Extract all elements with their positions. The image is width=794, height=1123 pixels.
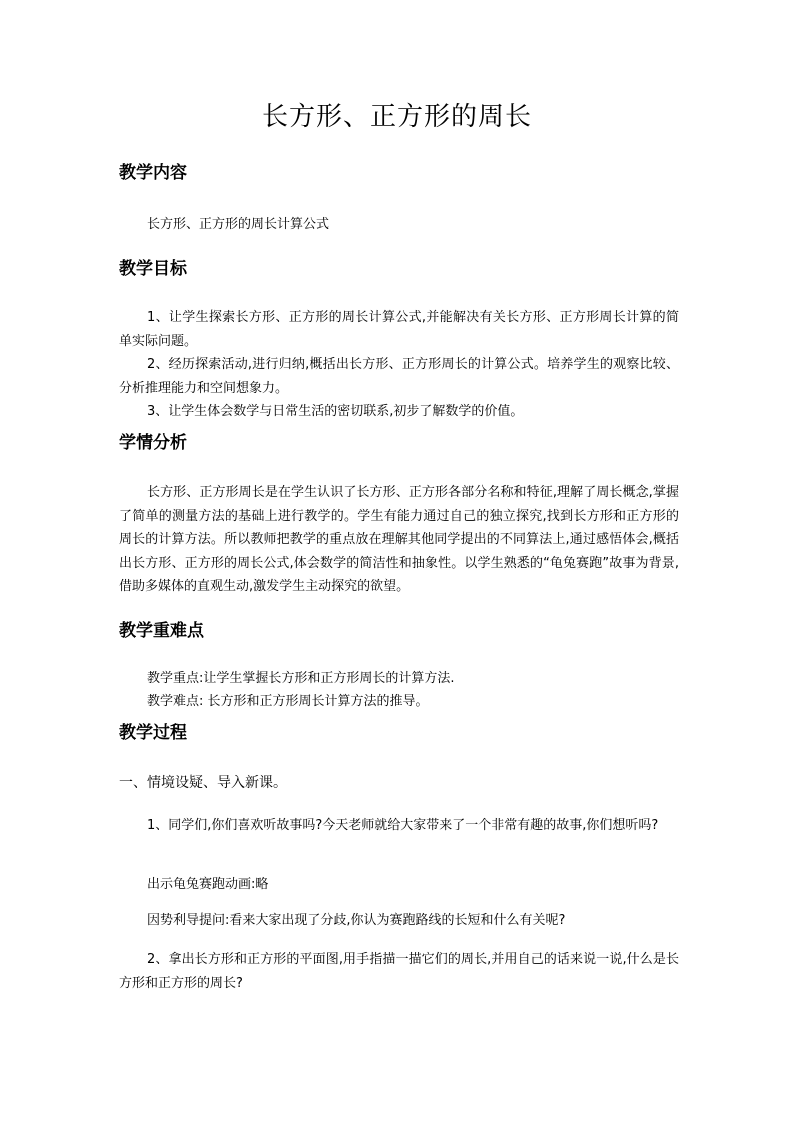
- goal-item-1: 1、让学生探索长方形、正方形的周长计算公式,并能解决有关长方形、正方形周长计算的简单实际问题。: [119, 310, 679, 349]
- process-step-2: 2、拿出长方形和正方形的平面图,用手指描一描它们的周长,并用自己的话来说一说,什么是长方形和正方形的周长?: [119, 952, 679, 991]
- process-step-1: 1、同学们,你们喜欢听故事吗?今天老师就给大家带来了一个非常有趣的故事,你们想听吗?: [147, 818, 659, 833]
- heading-teaching-content: 教学内容: [119, 163, 187, 183]
- key-point-text: 教学重点:让学生掌握长方形和正方形周长的计算方法.: [147, 671, 455, 686]
- document-title: 长方形、正方形的周长: [261, 102, 532, 132]
- teaching-content-text: 长方形、正方形的周长计算公式: [147, 217, 330, 232]
- difficult-point-text: 教学难点: 长方形和正方形周长计算方法的推导。: [147, 694, 429, 709]
- goal-item-3: 3、让学生体会数学与日常生活的密切联系,初步了解数学的价值。: [147, 404, 524, 419]
- heading-key-points: 教学重难点: [119, 621, 204, 641]
- process-part-1: 一、情境设疑、导入新课。: [119, 775, 287, 791]
- student-analysis-text: 长方形、正方形周长是在学生认识了长方形、正方形各部分名称和特征,理解了周长概念,掌握了简单的测量方法的基础上进行教学的。学生有能力通过自己的独立探究,找到长方形和正方形的周长的计算方法。所以教师把教学的重点放在理解其他同学提出的不同算法上,通过感悟体会,概括出长方形、正方形的周长公式,体会数学的简洁性和抽象性。以学生熟悉的“龟兔赛跑”故事为背景,借助多媒体的直观生动,激发学生主动探究的欲望。: [119, 485, 679, 594]
- heading-teaching-goals: 教学目标: [119, 259, 187, 279]
- process-guide-question: 因势利导提问:看来大家出现了分歧,你认为赛跑路线的长短和什么有关呢?: [147, 913, 566, 928]
- heading-student-analysis: 学情分析: [119, 433, 187, 453]
- goal-item-2: 2、经历探索活动,进行归纳,概括出长方形、正方形周长的计算公式。培养学生的观察比较、分析推理能力和空间想象力。: [119, 357, 679, 396]
- heading-teaching-process: 教学过程: [119, 723, 187, 743]
- process-show-animation: 出示龟兔赛跑动画:略: [147, 877, 269, 892]
